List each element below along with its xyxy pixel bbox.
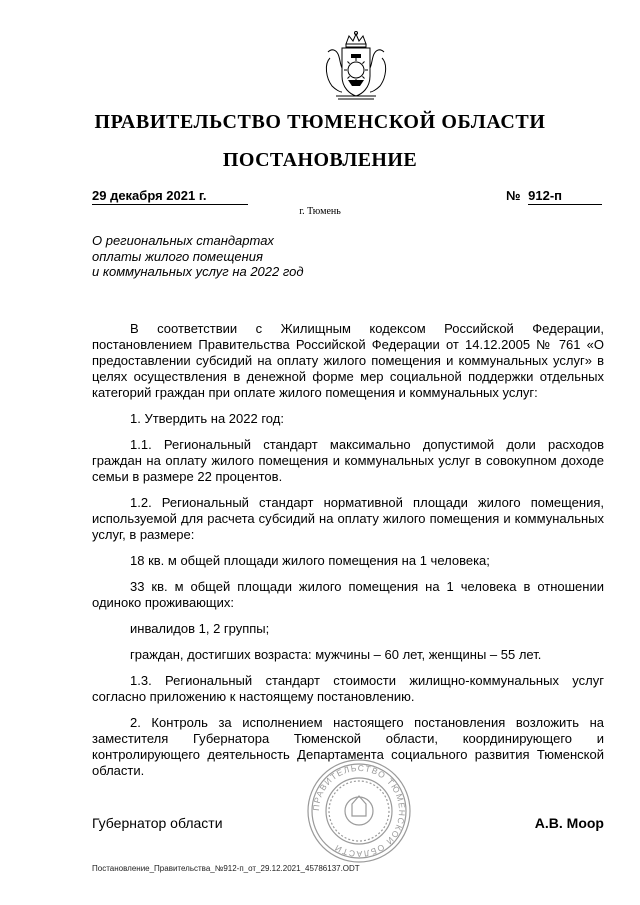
document-number: 912-п	[528, 188, 602, 205]
document-date: 29 декабря 2021 г.	[92, 188, 248, 205]
body-paragraph: 1.1. Региональный стандарт максимально допустимой доли расходов граждан на оплату жилого помещения и коммунальных услуг в совокупном доходе семьи в размере 22 процентов.	[92, 437, 604, 484]
subject-line: и коммунальных услуг на 2022 год	[92, 264, 304, 279]
body-paragraph: В соответствии с Жилищным кодексом Российской Федерации, постановлением Правительства Российской Федерации от 14.12.2005 № 761 «О предоставлении субсидий на оплату жилого помещения и коммунальных услуг» в целях осуществления в денежной форме мер социальной поддержки отдельных категорий граждан при оплате жилого помещения и коммунальных услуг:	[92, 321, 604, 400]
city-label: г. Тюмень	[299, 206, 341, 217]
document-type: ПОСТАНОВЛЕНИЕ	[222, 149, 418, 171]
body-paragraph: 1.3. Региональный стандарт стоимости жилищно-коммунальных услуг согласно приложению к настоящему постановлению.	[92, 673, 604, 704]
body-paragraph: граждан, достигших возраста: мужчины – 60 лет, женщины – 55 лет.	[130, 647, 542, 662]
document-number-block	[506, 188, 602, 205]
document-body	[92, 321, 604, 789]
body-paragraph: инвалидов 1, 2 группы;	[130, 621, 270, 636]
body-paragraph: 33 кв. м общей площади жилого помещения на 1 человека в отношении одиноко проживающих:	[92, 579, 604, 610]
signer-name: А.В. Моор	[534, 815, 604, 831]
subject-line: оплаты жилого помещения	[92, 248, 263, 264]
body-paragraph: 1.2. Региональный стандарт нормативной площади жилого помещения, используемой для расчета субсидий на оплату жилого помещения и коммунальных услуг, в размере:	[92, 495, 604, 542]
official-seal-icon	[306, 758, 412, 864]
file-name-footer: Постановление_Правительства_№912-п_от_29.12.2021_45786137.ODT	[92, 864, 360, 873]
number-label: №	[506, 188, 521, 203]
svg-text:ПРАВИТЕЛЬСТВО ТЮМЕНСКОЙ ОБЛАСТ: ПРАВИТЕЛЬСТВО ТЮМЕНСКОЙ ОБЛАСТИ	[310, 762, 408, 860]
government-title: ПРАВИТЕЛЬСТВО ТЮМЕНСКОЙ ОБЛАСТИ	[94, 111, 546, 133]
signer-position: Губернатор области	[92, 815, 223, 831]
subject-line: О региональных стандартах	[92, 233, 274, 248]
body-paragraph: 2. Контроль за исполнением настоящего постановления возложить на заместителя Губернатора Тюменской области, координирующего и контролирующего деятельность Департамента социального развития Тюменской области.	[92, 715, 604, 778]
document-subject	[92, 233, 392, 280]
body-paragraph: 1. Утвердить на 2022 год:	[130, 411, 284, 426]
coat-of-arms-icon	[316, 30, 396, 102]
body-paragraph: 18 кв. м общей площади жилого помещения на 1 человека;	[130, 553, 490, 568]
